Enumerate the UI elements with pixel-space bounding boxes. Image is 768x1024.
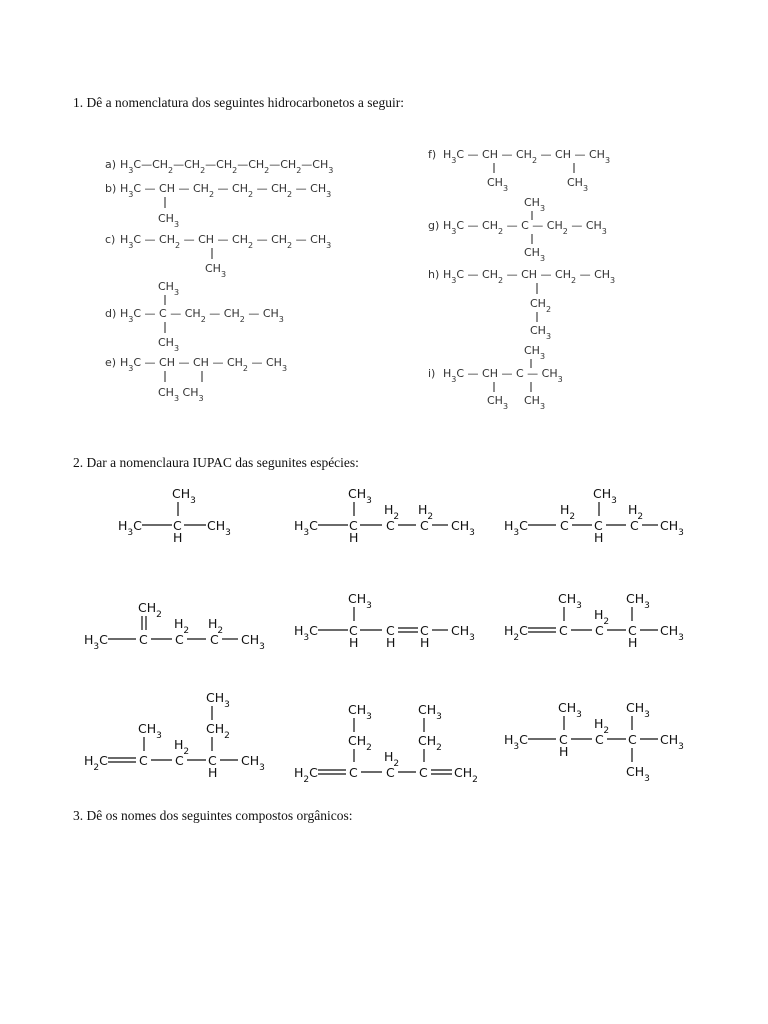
structure-9 (504, 700, 684, 784)
svg-text:H2: $H_2$ (208, 616, 224, 636)
svg-text:C: C (420, 623, 429, 638)
svg-text:H2: $H_2$ (418, 502, 434, 522)
svg-text:C: C (349, 518, 358, 533)
svg-text:C: C (173, 518, 182, 533)
svg-text:CH2: $CH_2$ (418, 733, 442, 753)
svg-text:CH3: $CH_3$ (660, 518, 684, 538)
svg-text:CH3: $CH_3$ (158, 212, 180, 229)
svg-text:CH3: $CH_3$ (451, 623, 475, 643)
formula-g (428, 196, 607, 263)
svg-text:CH3: $CH_3$ (206, 690, 230, 710)
svg-text:C: C (139, 753, 148, 768)
svg-text:H3C — C — CH2 — CH2 — CH3: $H_3C$ — C — $CH_2$ — $CH_2$ — $CH_3$ (120, 307, 284, 324)
formula-e-label: e) (105, 356, 117, 369)
svg-text:C: C (560, 518, 569, 533)
svg-text:H3C — CH2 — C — CH2 — CH3: $H_3C$ — $CH_2$ — C — $CH_2$ — $CH_3$ (443, 219, 607, 236)
svg-text:H2C: $H_2C$ (84, 753, 108, 773)
question-2-label: 2. Dar a nomenclaura IUPAC das segunites espécies: (73, 455, 359, 470)
svg-text:H3C — CH — C — CH3: $H_3C$ — CH — C — $CH_3$ (443, 367, 563, 384)
svg-text:CH2: $CH_2$ (348, 733, 372, 753)
svg-text:H2: $H_2$ (384, 502, 400, 522)
svg-text:CH3: $CH_3$ (205, 262, 227, 279)
formula-c-label: c) (105, 233, 116, 246)
formula-d-label: d) (105, 307, 117, 320)
svg-text:CH3: $CH_3$ (660, 623, 684, 643)
hydrocarbon-formulas-figure (100, 140, 660, 420)
svg-text:CH3: $CH_3$ (593, 486, 617, 506)
svg-text:H2: $H_2$ (560, 502, 576, 522)
svg-text:C: C (210, 632, 219, 647)
svg-text:CH3: $CH_3$ (158, 280, 180, 297)
svg-text:CH3: $CH_3$ (241, 632, 265, 652)
structure-1 (118, 486, 231, 545)
svg-text:H: H (628, 635, 638, 650)
svg-text:CH3: $CH_3$ (207, 518, 231, 538)
svg-text:CH3: $CH_3$ (241, 753, 265, 773)
svg-text:H3C — CH — CH2 — CH — CH3: $H_3C$ — CH — $CH_2$ — CH — $CH_3$ (443, 148, 611, 165)
svg-text:CH3: $CH_3$ (626, 591, 650, 611)
structure-8 (294, 702, 478, 785)
svg-text:H3C: $H_3C$ (294, 518, 318, 538)
svg-text:H3C: $H_3C$ (118, 518, 142, 538)
svg-text:CH3: $CH_3$ (558, 591, 582, 611)
svg-text:C: C (175, 632, 184, 647)
structure-6 (504, 591, 684, 650)
svg-text:CH2: $CH_2$ (454, 765, 478, 785)
svg-text:C: C (419, 765, 428, 780)
formula-f-label: f) (428, 148, 437, 161)
svg-text:CH3: $CH_3$ (558, 700, 582, 720)
structure-5 (294, 591, 475, 650)
formula-g-label: g) (428, 219, 440, 232)
svg-text:H2: $H_2$ (594, 716, 610, 736)
svg-text:CH3: $CH_3$ (348, 591, 372, 611)
svg-text:H2: $H_2$ (628, 502, 644, 522)
svg-text:C: C (349, 765, 358, 780)
svg-text:CH2: $CH_2$ (138, 600, 162, 620)
svg-text:C: C (594, 518, 603, 533)
svg-text:H: H (420, 635, 430, 650)
formula-d (105, 280, 284, 353)
svg-text:H3C: $H_3C$ (294, 623, 318, 643)
structure-3 (504, 486, 684, 545)
svg-text:CH2: $CH_2$ (530, 297, 552, 314)
svg-text:CH3: $CH_3$ (524, 246, 546, 263)
svg-text:C: C (559, 732, 568, 747)
svg-text:C: C (386, 765, 395, 780)
svg-text:H: H (559, 744, 569, 759)
svg-text:H: H (594, 530, 604, 545)
formula-f (428, 148, 610, 193)
svg-text:H3C: $H_3C$ (504, 518, 528, 538)
svg-text:C: C (139, 632, 148, 647)
formula-c (105, 233, 331, 279)
svg-text:CH3: $CH_3$ (487, 394, 509, 411)
svg-text:H3C: $H_3C$ (504, 732, 528, 752)
svg-text:CH2: $CH_2$ (206, 721, 230, 741)
svg-text:H3C — CH — CH2 — CH2 — CH2 — C: $H_3C$ — CH — $CH_2$ — $CH_2$ — $CH_2$ — $CH_3$ (120, 182, 332, 199)
svg-text:CH3: $CH_3$ (524, 196, 546, 213)
svg-text:C: C (559, 623, 568, 638)
formula-h-label: h) (428, 268, 440, 281)
svg-text:C: C (420, 518, 429, 533)
svg-text:CH3: $CH_3$ (451, 518, 475, 538)
svg-text:C: C (208, 753, 217, 768)
svg-text:H2C: $H_2C$ (504, 623, 528, 643)
svg-text:H2C: $H_2C$ (294, 765, 318, 785)
svg-text:H: H (349, 530, 359, 545)
svg-text:CH3: $CH_3$ (348, 702, 372, 722)
structure-7 (84, 690, 265, 780)
svg-text:H3C: $H_3C$ (84, 632, 108, 652)
svg-text:CH3 CH3: $CH_3$ $CH_3$ (158, 386, 204, 403)
structure-4 (84, 600, 265, 652)
svg-text:H3C — CH2 — CH — CH2 — CH3: $H_3C$ — $CH_2$ — CH — $CH_2$ — $CH_3$ (443, 268, 616, 285)
formula-a (105, 158, 333, 175)
svg-text:H: H (349, 635, 359, 650)
svg-text:CH3: $CH_3$ (626, 764, 650, 784)
svg-text:CH3: $CH_3$ (524, 394, 546, 411)
structural-formulas-figure (80, 478, 700, 788)
svg-text:H: H (386, 635, 396, 650)
svg-text:CH3: $CH_3$ (626, 700, 650, 720)
svg-text:CH3: $CH_3$ (487, 176, 509, 193)
svg-text:CH3: $CH_3$ (567, 176, 589, 193)
svg-text:CH3: $CH_3$ (348, 486, 372, 506)
formula-a-label: a) (105, 158, 117, 171)
svg-text:H3C — CH2 — CH — CH2 — CH2 — C: $H_3C$ — $CH_2$ — CH — $CH_2$ — $CH_2$ — $CH_3$ (120, 233, 332, 250)
svg-text:C: C (630, 518, 639, 533)
svg-text:C: C (386, 623, 395, 638)
formula-b (105, 182, 331, 229)
svg-text:CH3: $CH_3$ (660, 732, 684, 752)
svg-text:H3C — CH — CH — CH2 — CH3: $H_3C$ — CH — CH — $CH_2$ — $CH_3$ (120, 356, 288, 373)
formula-b-label: b) (105, 182, 117, 195)
svg-text:H: H (208, 765, 218, 780)
svg-text:H: H (173, 530, 183, 545)
question-1-label: 1. Dê a nomenclatura dos seguintes hidrocarbonetos a seguir: (73, 95, 405, 110)
svg-text:H2: $H_2$ (174, 616, 190, 636)
svg-text:H2: $H_2$ (174, 737, 190, 757)
svg-text:C: C (349, 623, 358, 638)
svg-text:CH3: $CH_3$ (524, 344, 546, 361)
svg-text:H2: $H_2$ (384, 749, 400, 769)
formula-h (428, 268, 615, 341)
svg-text:C: C (595, 732, 604, 747)
formula-e (105, 356, 287, 403)
svg-text:CH3: $CH_3$ (158, 336, 180, 353)
svg-text:CH3: $CH_3$ (138, 721, 162, 741)
formula-i-label: i) (428, 367, 436, 380)
svg-text:C: C (175, 753, 184, 768)
svg-text:H2: $H_2$ (594, 607, 610, 627)
formula-i (428, 344, 563, 411)
svg-text:CH3: $CH_3$ (530, 324, 552, 341)
svg-text:CH3: $CH_3$ (172, 486, 196, 506)
svg-text:C: C (595, 623, 604, 638)
svg-text:C: C (628, 623, 637, 638)
svg-text:CH3: $CH_3$ (418, 702, 442, 722)
svg-text:C: C (386, 518, 395, 533)
question-3-label: 3. Dê os nomes dos seguintes compostos orgânicos: (73, 808, 353, 823)
structure-2 (294, 486, 475, 545)
svg-text:H3C—CH2—CH2—CH2—CH2—CH2—CH3: $H_3C—CH_2—CH_2—CH_2—CH_2—CH_2—CH_3$ (120, 158, 334, 175)
svg-text:C: C (628, 732, 637, 747)
